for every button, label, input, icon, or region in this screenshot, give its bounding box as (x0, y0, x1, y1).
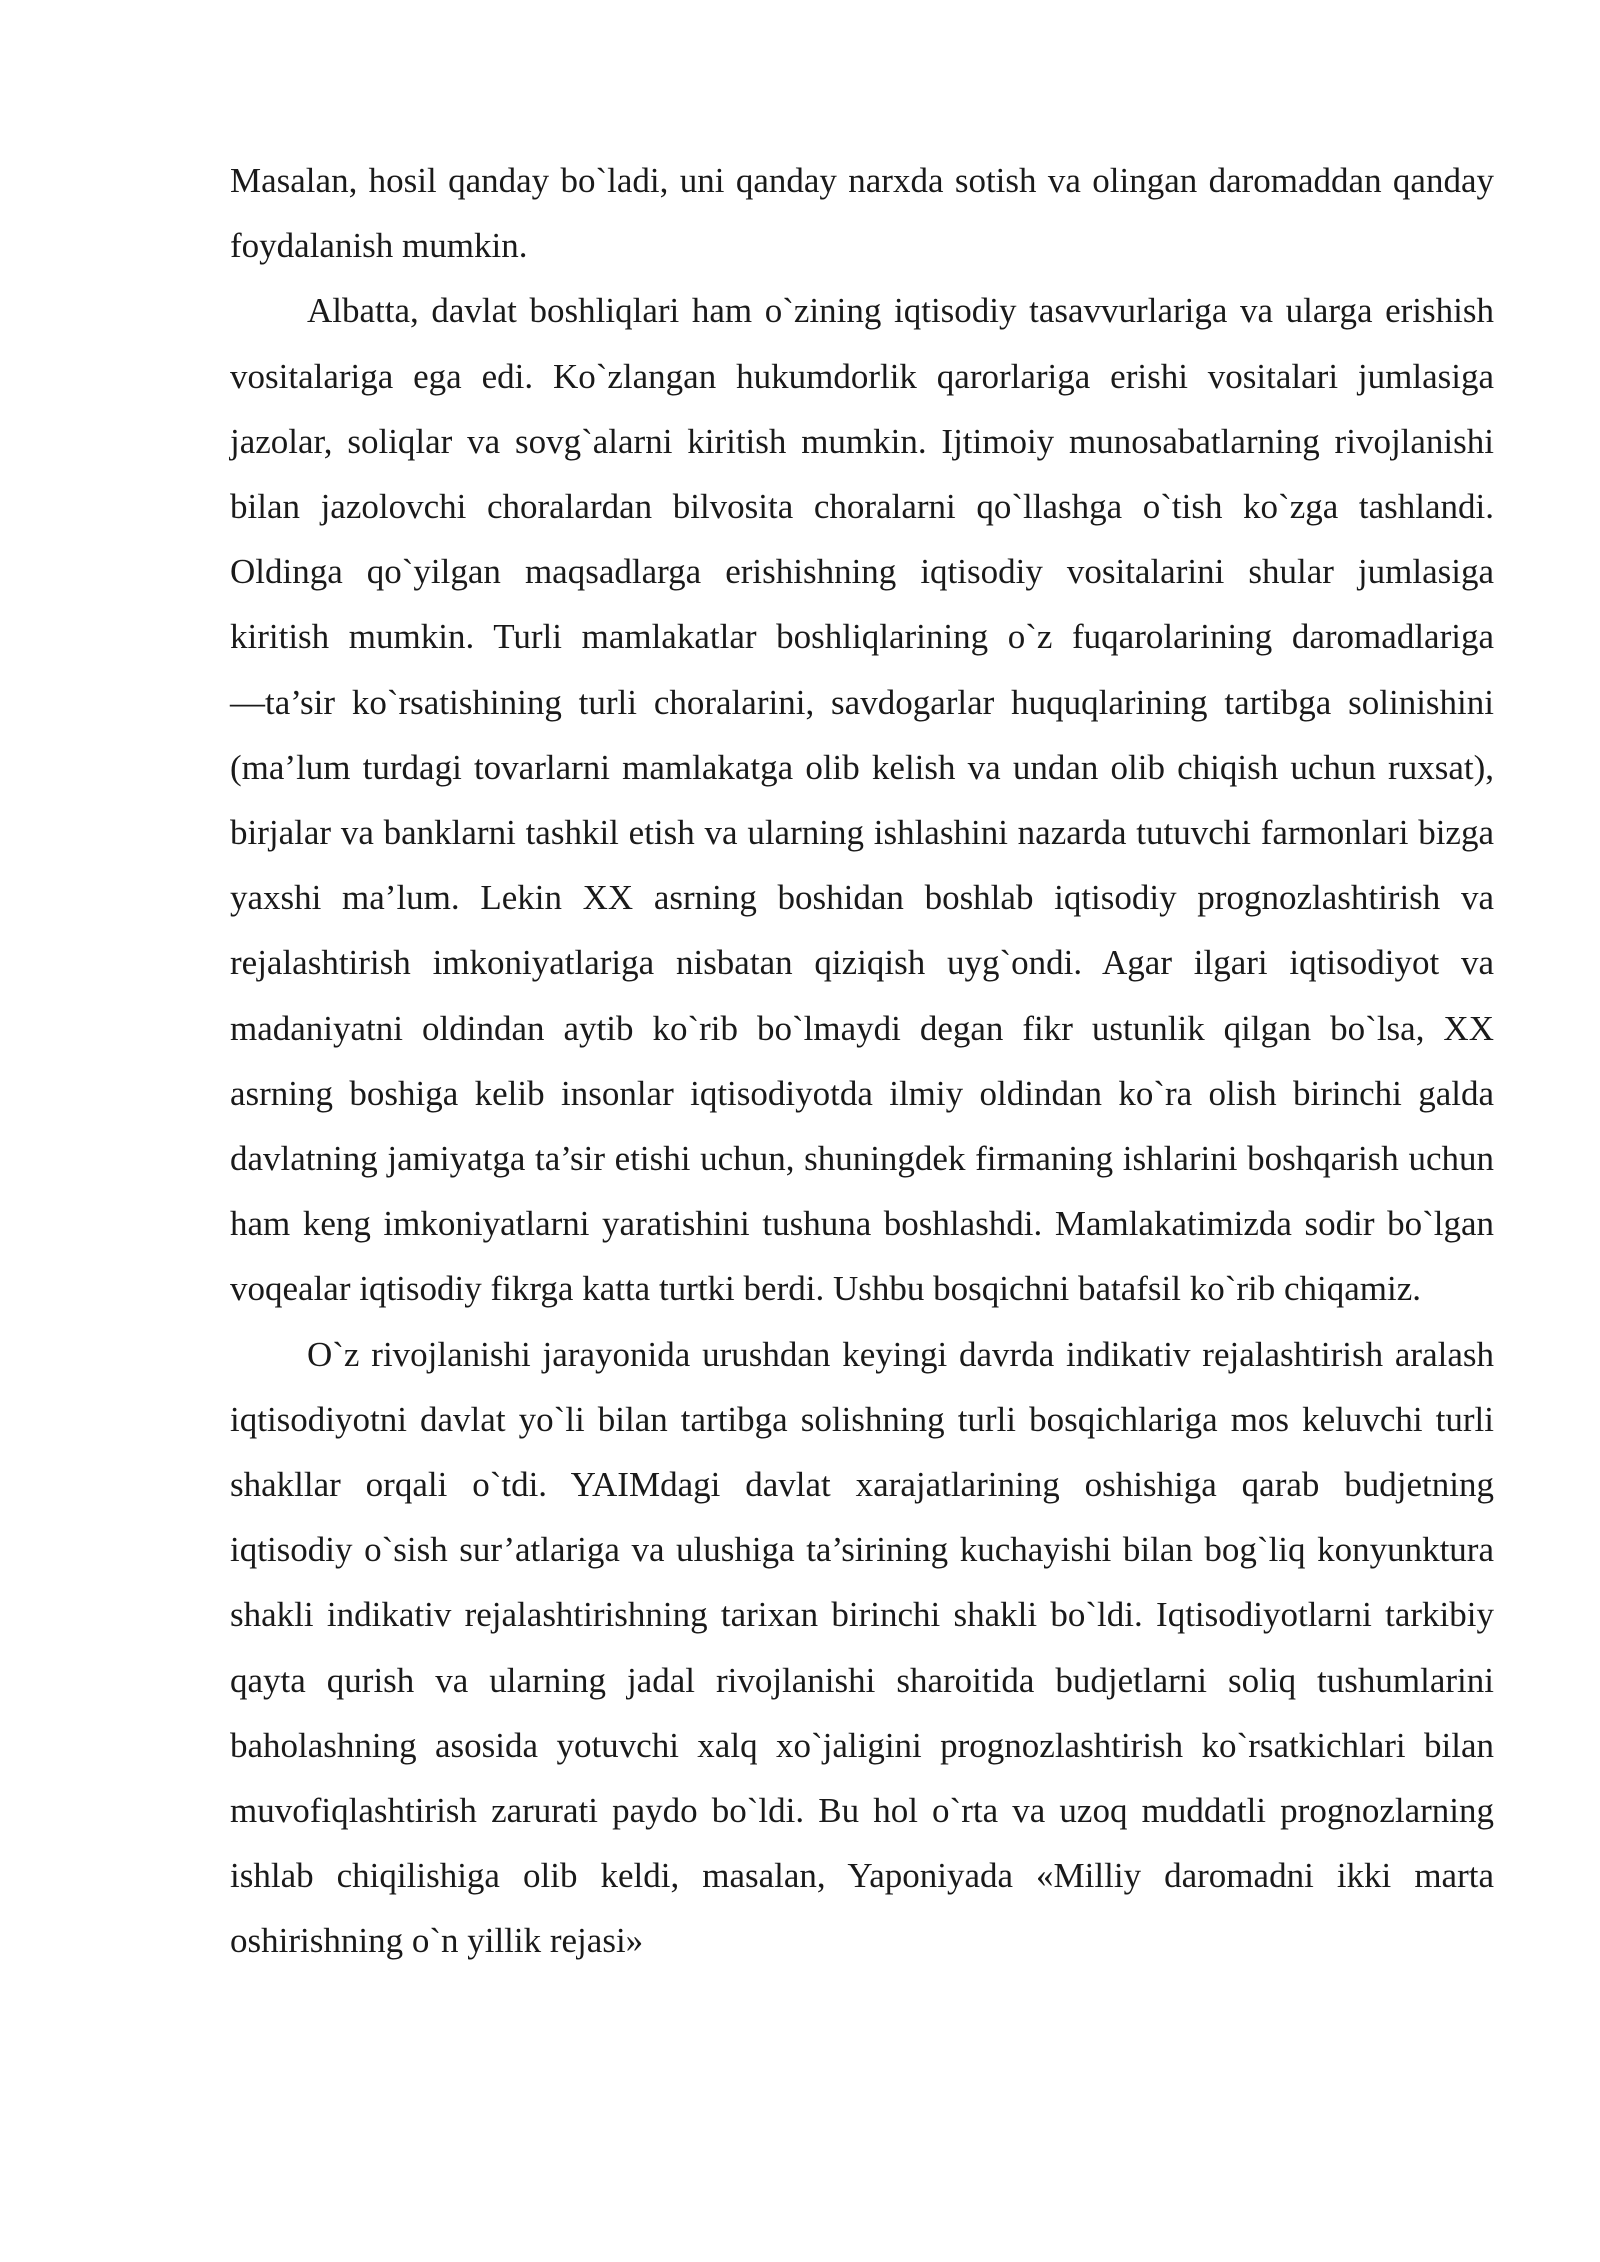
paragraph-1: Masalan, hosil qanday bo`ladi, uni qanday narxda sotish va olingan daromaddan qanday foydalanish mumkin. (230, 161, 1494, 266)
paragraph-2: Albatta, davlat boshliqlari ham o`zining iqtisodiy tasavvurlariga va ularga erishish vositalariga ega edi. Ko`zlangan hukumdorlik qarorlariga erishi vositalari jumlasiga jazolar, soliqlar va sovg`alarni kiritish mumkin. Ijtimoiy munosabatlarning rivojlanishi bilan jazolovchi choralardan bilvosita choralarni qo`llashga o`tish ko`zga tashlandi. Oldinga qo`yilgan maqsadlarga erishishning iqtisodiy vositalarini shular jumlasiga kiritish mumkin. Turli mamlakatlar boshliqlarining o`z fuqarolarining daromadlariga ―ta’sir ko`rsatishining turli choralarini, savdogarlar huquqlarining tartibga solinishini (ma’lum turdagi tovarlarni mamlakatga olib kelish va undan olib chiqish uchun ruxsat), birjalar va banklarni tashkil etish va ularning ishlashini nazarda tutuvchi farmonlari bizga yaxshi ma’lum. Lekin XX asrning boshidan boshlab iqtisodiy prognozlashtirish va rejalashtirish imkoniyatlariga nisbatan qiziqish uyg`ondi. Agar ilgari iqtisodiyot va madaniyatni oldindan aytib ko`rib bo`lmaydi degan fikr ustunlik qilgan bo`lsa, XX asrning boshiga kelib insonlar iqtisodiyotda ilmiy oldindan ko`ra olish birinchi galda davlatning jamiyatga ta’sir etishi uchun, shuningdek firmaning ishlarini boshqarish uchun ham keng imkoniyatlarni yaratishini tushuna boshlashdi. Mamlakatimizda sodir bo`lgan voqealar iqtisodiy fikrga katta turtki berdi. Ushbu bosqichni batafsil ko`rib chiqamiz. (230, 291, 1494, 1309)
paragraph-3: O`z rivojlanishi jarayonida urushdan keyingi davrda indikativ rejalashtirish aralash iqtisodiyotni davlat yo`li bilan tartibga solishning turli bosqichlariga mos keluvchi turli shakllar orqali o`tdi. YAIMdagi davlat xarajatlarining oshishiga qarab budjetning iqtisodiy o`sish sur’atlariga va ulushiga ta’sirining kuchayishi bilan bog`liq konyunktura shakli indikativ rejalashtirishning tarixan birinchi shakli bo`ldi. Iqtisodiyotlarni tarkibiy qayta qurish va ularning jadal rivojlanishi sharoitida budjetlarni soliq tushumlarini baholashning asosida yotuvchi xalq xo`jaligini prognozlashtirish ko`rsatkichlari bilan muvofiqlashtirish zarurati paydo bo`ldi. Bu hol o`rta va uzoq muddatli prognozlarning ishlab chiqilishiga olib keldi, masalan, Yaponiyada «Milliy daromadni ikki marta oshirishning o`n yillik rejasi» (230, 1334, 1494, 1961)
document-body (230, 148, 1494, 1974)
